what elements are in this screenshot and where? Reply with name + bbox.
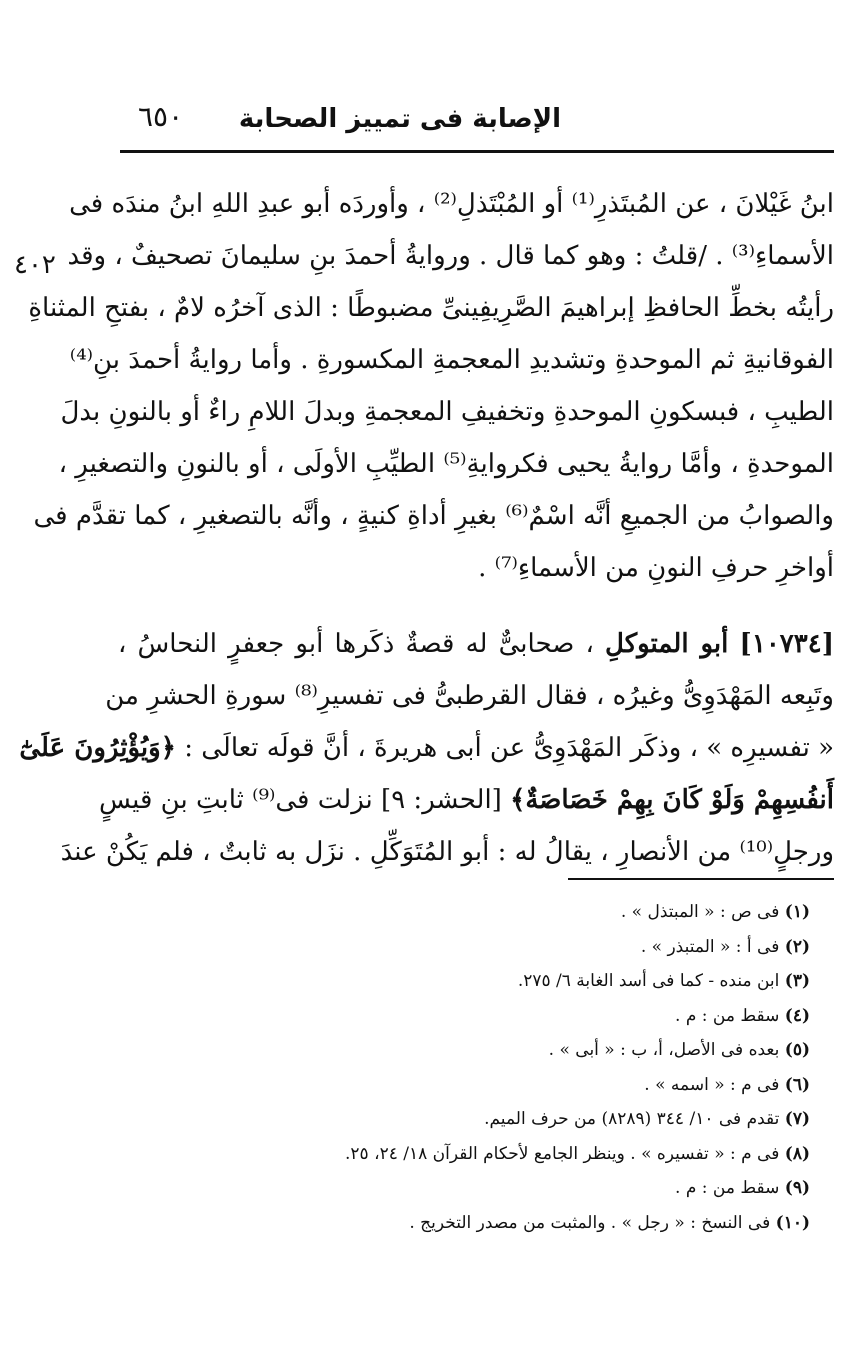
footnote-number: (٩) <box>784 1178 810 1198</box>
entry-name: أبو المتوكلِ <box>605 629 729 659</box>
running-title: الإصابة فى تمييز الصحابة <box>238 104 561 134</box>
text-line <box>99 774 834 826</box>
text-line: ورجلٍ⁽¹⁰⁾ من الأنصارِ ، يقالُ له : أبو المُتَوَكِّلِ . نزَل به ثابتٌ ، فلم يَكُنْ عندَ <box>60 837 834 867</box>
margin-reference-number: ٤٠٢ <box>14 250 56 280</box>
footnote-text: ابن منده - كما فى أسد الغابة ٦/ ٢٧٥. <box>517 971 780 991</box>
footnote <box>310 1137 810 1172</box>
footnote-number: (٤) <box>784 1005 810 1026</box>
footnote <box>310 895 810 930</box>
footnote-number: (٦) <box>784 1074 810 1095</box>
footnote <box>310 964 810 999</box>
text-line: الطيبِ ، فبسكونِ الموحدةِ وتخفيفِ المعجمةِ وبدلَ اللامِ راءٌ أو بالنونِ بدلَ <box>60 397 834 427</box>
footnote <box>310 1102 810 1137</box>
text-line: رأيتُه بخطِّ الحافظِ إبراهيمَ الصَّرِيفِينىِّ مضبوطًا : الذى آخرُه لامٌ ، بفتحِ المثناةِ <box>28 293 834 323</box>
footnote <box>310 930 810 965</box>
quran-verse-start: ﴿وَيُؤْثِرُونَ عَلَىٰٓ <box>19 733 176 763</box>
text-segment: « تفسيرِه » ، وذكَر المَهْدَوِىُّ عن أبى هريرةَ ، أنَّ قولَه تعالَى : <box>184 733 834 763</box>
footnote-number: (٨) <box>784 1143 810 1164</box>
footnote-rule <box>568 878 834 880</box>
header-rule <box>120 150 834 153</box>
entry-number: [١٠٧٣٤] <box>739 629 834 659</box>
footnote-number: (٧) <box>784 1109 810 1129</box>
text-line: الأسماءِ⁽³⁾ . /قلتُ : وهو كما قال . وروايةُ أحمدَ بنِ سليمانَ تصحيفٌ ، وقد <box>67 241 834 271</box>
quran-reference: [الحشر: ٩] نزلت فى⁽⁹⁾ ثابتِ بنِ قيسٍ <box>99 785 502 815</box>
footnote-text: تقدم فى ١٠/ ٣٤٤ (٨٢٨٩) من حرف الميم. <box>484 1109 780 1129</box>
entry-heading-line <box>118 618 834 670</box>
footnote-text: فى ص : « المبتذل » . <box>620 902 780 922</box>
text-line: وتَبِعه المَهْدَوِىُّ وغيرُه ، فقال القرطبىُّ فى تفسيرِ⁽⁸⁾ سورةِ الحشرِ من <box>105 681 834 711</box>
quran-verse-end: أَنفُسِهِمْ وَلَوْ كَانَ بِهِمْ خَصَاصَةٌ﴾ <box>510 785 834 815</box>
text-line: أواخرِ حرفِ النونِ من الأسماءِ⁽⁷⁾ . <box>478 553 834 583</box>
footnote <box>310 1068 810 1103</box>
footnote-number: (٣) <box>784 971 810 991</box>
footnote <box>310 999 810 1034</box>
footnote-number: (١٠) <box>775 1212 810 1233</box>
footnote-number: (٥) <box>784 1040 810 1060</box>
entry-heading-rest: ، صحابىٌّ له قصةٌ ذكَرها أبو جعفرٍ النحاسُ ، <box>118 629 594 659</box>
footnote-number: (٢) <box>784 936 810 957</box>
footnote <box>310 1033 810 1068</box>
footnote-text: فى م : « اسمه » . <box>644 1074 780 1095</box>
footnote-text: فى النسخ : « رجل » . والمثبت من مصدر التخريج . <box>409 1212 771 1233</box>
footnotes <box>310 895 810 1240</box>
footnote-text: فى م : « تفسيره » . وينظر الجامع لأحكام القرآن ١٨/ ٢٤، ٢٥. <box>345 1143 780 1164</box>
text-line: والصوابُ من الجميعِ أنَّه اسْمٌ⁽⁶⁾ بغيرِ أداةِ كنيةٍ ، وأنَّه بالتصغيرِ ، كما تقدَّم فى <box>33 501 834 531</box>
text-line <box>19 722 834 774</box>
footnote <box>310 1206 810 1241</box>
footnote <box>310 1171 810 1206</box>
text-line: الفوقانيةِ ثم الموحدةِ وتشديدِ المعجمةِ المكسورةِ . وأما روايةُ أحمدَ بنِ⁽⁴⁾ <box>69 345 834 375</box>
page-number: ٦٥٠ <box>138 100 184 133</box>
text-line: ابنُ غَيْلانَ ، عن المُبتَذرِ⁽¹⁾ أو المُبْتَذلِ⁽²⁾ ، وأوردَه أبو عبدِ اللهِ ابنُ مندَه فى <box>69 189 834 219</box>
footnote-number: (١) <box>784 902 810 922</box>
footnote-text: بعده فى الأصل، أ، ب : « أبى » . <box>548 1040 780 1060</box>
footnote-text: سقط من : م . <box>675 1178 780 1198</box>
paragraph-gap <box>118 594 834 618</box>
footnote-text: فى أ : « المتبذر » . <box>640 936 780 957</box>
text-line: الموحدةِ ، وأمَّا روايةُ يحيى فكروايةِ⁽⁵⁾ الطيِّبِ الأولَى ، أو بالنونِ والتصغيرِ ، <box>58 449 834 479</box>
footnote-text: سقط من : م . <box>675 1005 780 1026</box>
